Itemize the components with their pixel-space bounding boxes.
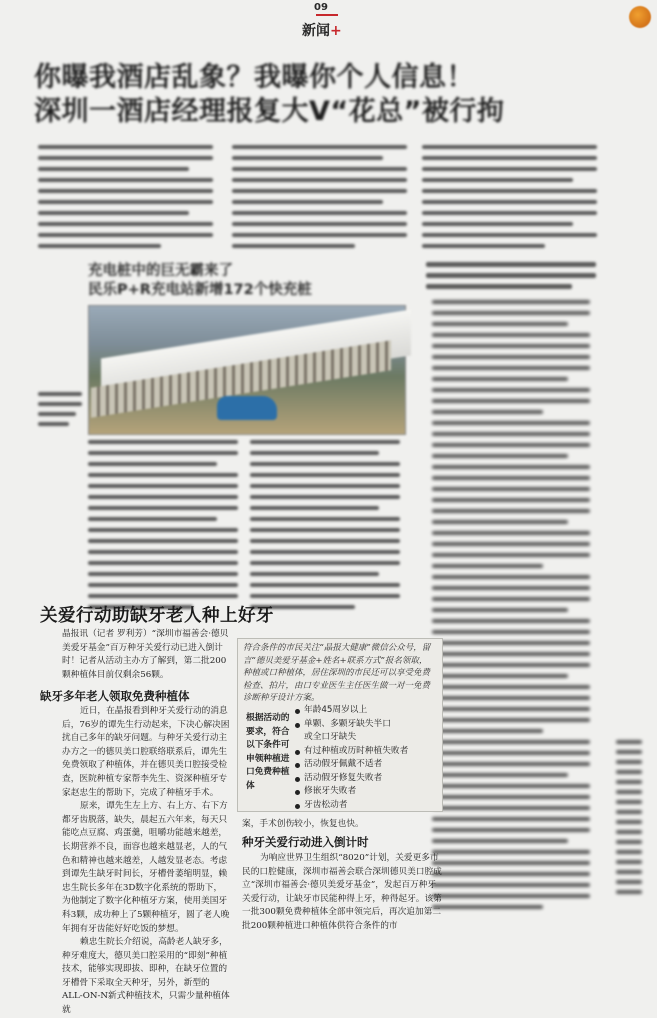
section-plus: + xyxy=(330,23,342,39)
article-paragraph-1: 近日，在晶报看到种牙关爱行动的消息后，76岁的谭先生行动起来，下决心解决困扰自己多年的缺牙问题。与种牙关爱行动主办方之一的德贝美口腔联络联系后，谭先生免费领取了种植体，并在德贝美口腔接受检查，医院种植专家帮李先生、资深种植牙专家赵忠生的帮助下，完成了种植牙手术。 xyxy=(62,706,230,798)
article-paragraph-4: 为响应世界卫生组织“8020”计划，关爱更多市民的口腔健康，深圳市福善会联合深圳德贝美口腔成立“深圳市福善会·德贝美爱牙基金”，发起百万种牙关爱行动，让缺牙市民能种得上牙，种得起牙。该第一批300颗免费种植体全部申领完后，再次追加第二批200颗种植进口种植体供符合条件的市 xyxy=(242,853,442,931)
top-story-column-2 xyxy=(232,145,407,237)
right-story-body xyxy=(432,300,590,920)
section-name: 新闻 xyxy=(302,23,330,39)
requirement-item: 年龄45周岁以上 xyxy=(294,704,408,718)
article-paragraph-continued: 案，手术创伤较小，恢复也快。 xyxy=(242,819,364,829)
page-number-underline xyxy=(316,14,338,16)
article-subhead-1: 缺牙多年老人领取免费种植体 xyxy=(40,689,190,703)
requirement-item: 有过种植或历时种植失败者 xyxy=(294,745,408,759)
info-box-text: 符合条件的市民关注“晶报大健康”微信公众号，留言“德贝美爱牙基金+姓名+联系方式”报名领取，种植或口种植体，居住深圳的市民还可以享受免费检查、拍片，由口专业医生主任医生做一对一免费诊断种牙设计方案。 xyxy=(243,643,431,703)
page-number: 09 xyxy=(314,2,328,13)
sub-story-column-1 xyxy=(88,440,238,580)
requirement-item: 单颗、多颗牙缺失半口 xyxy=(294,718,408,732)
section-label xyxy=(302,20,342,40)
requirement-item: 活动假牙佩戴不适者 xyxy=(294,758,408,772)
photo-caption xyxy=(38,392,82,432)
charging-station-photo xyxy=(88,305,406,435)
article-paragraph-2: 原来，谭先生左上方、右上方、右下方都牙齿脱落，缺失，晨起五六年来，每天只能吃点豆腐、鸡蛋羹，咀嚼功能越来越差，长期营养不良，面容也越来越显老，人的气色和精神也越来越差，人越发显老态。考虑到谭先生缺牙时间长，牙槽骨萎缩明显，赖忠生院长多年在3D数字化系统的帮助下，为他制定了数字化种植牙方案，使用美国牙科3颗，成功种上了5颗种植牙，圆了老人晚年拥有牙齿能好好吃饭的梦想。 xyxy=(62,801,230,934)
newspaper-logo-icon xyxy=(629,6,651,28)
requirement-item: 牙齿松动者 xyxy=(294,799,408,813)
top-story-column-3 xyxy=(422,145,597,237)
sub-story-title-line1: 充电桩中的巨无霸来了 xyxy=(88,263,233,279)
requirements-label: 根据活动的要求，符合以下条件可申领种植进口免费种植体 xyxy=(246,713,290,791)
top-story-column-1 xyxy=(38,145,213,237)
sub-story-column-2 xyxy=(250,440,400,580)
requirement-item: 活动假牙修复失败者 xyxy=(294,772,408,786)
requirement-item: 或全口牙缺失 xyxy=(304,732,357,742)
headline-line1: 你曝我酒店乱象？我曝你个人信息！ xyxy=(34,62,474,93)
margin-column xyxy=(616,740,642,920)
headline-line2: 深圳一酒店经理报复大V“花总”被行拘 xyxy=(34,96,505,127)
article-paragraph-3: 赖忠生院长介绍说，高龄老人缺牙多，种牙难度大，德贝美口腔采用的“即刻”种植技术，能够实现即拔、即种，在缺牙位置的牙槽骨下采取全天种牙，另外，新型的ALL-ON-N新式种植技术，只需少量种植体就 xyxy=(62,937,230,1016)
requirements-list xyxy=(294,704,408,812)
article-subhead-2: 种牙关爱行动进入倒计时 xyxy=(242,835,369,849)
requirement-item: 修嵌牙失败者 xyxy=(294,785,408,799)
sub-story-title-line2: 民乐P+R充电站新增172个快充桩 xyxy=(88,282,312,298)
article-body-left xyxy=(62,705,230,1018)
photo-car-shape xyxy=(217,396,277,420)
article-title: 关爱行动助缺牙老人种上好牙 xyxy=(40,606,274,626)
right-story-title xyxy=(426,262,596,289)
article-intro: 晶报讯（记者 罗利芳）“深圳市福善会·德贝美爱牙基金”百万种牙关爱行动已进入倒计时！记者从活动主办方了解到，第二批200颗种植体目前仅剩余56颗。 xyxy=(62,629,229,680)
